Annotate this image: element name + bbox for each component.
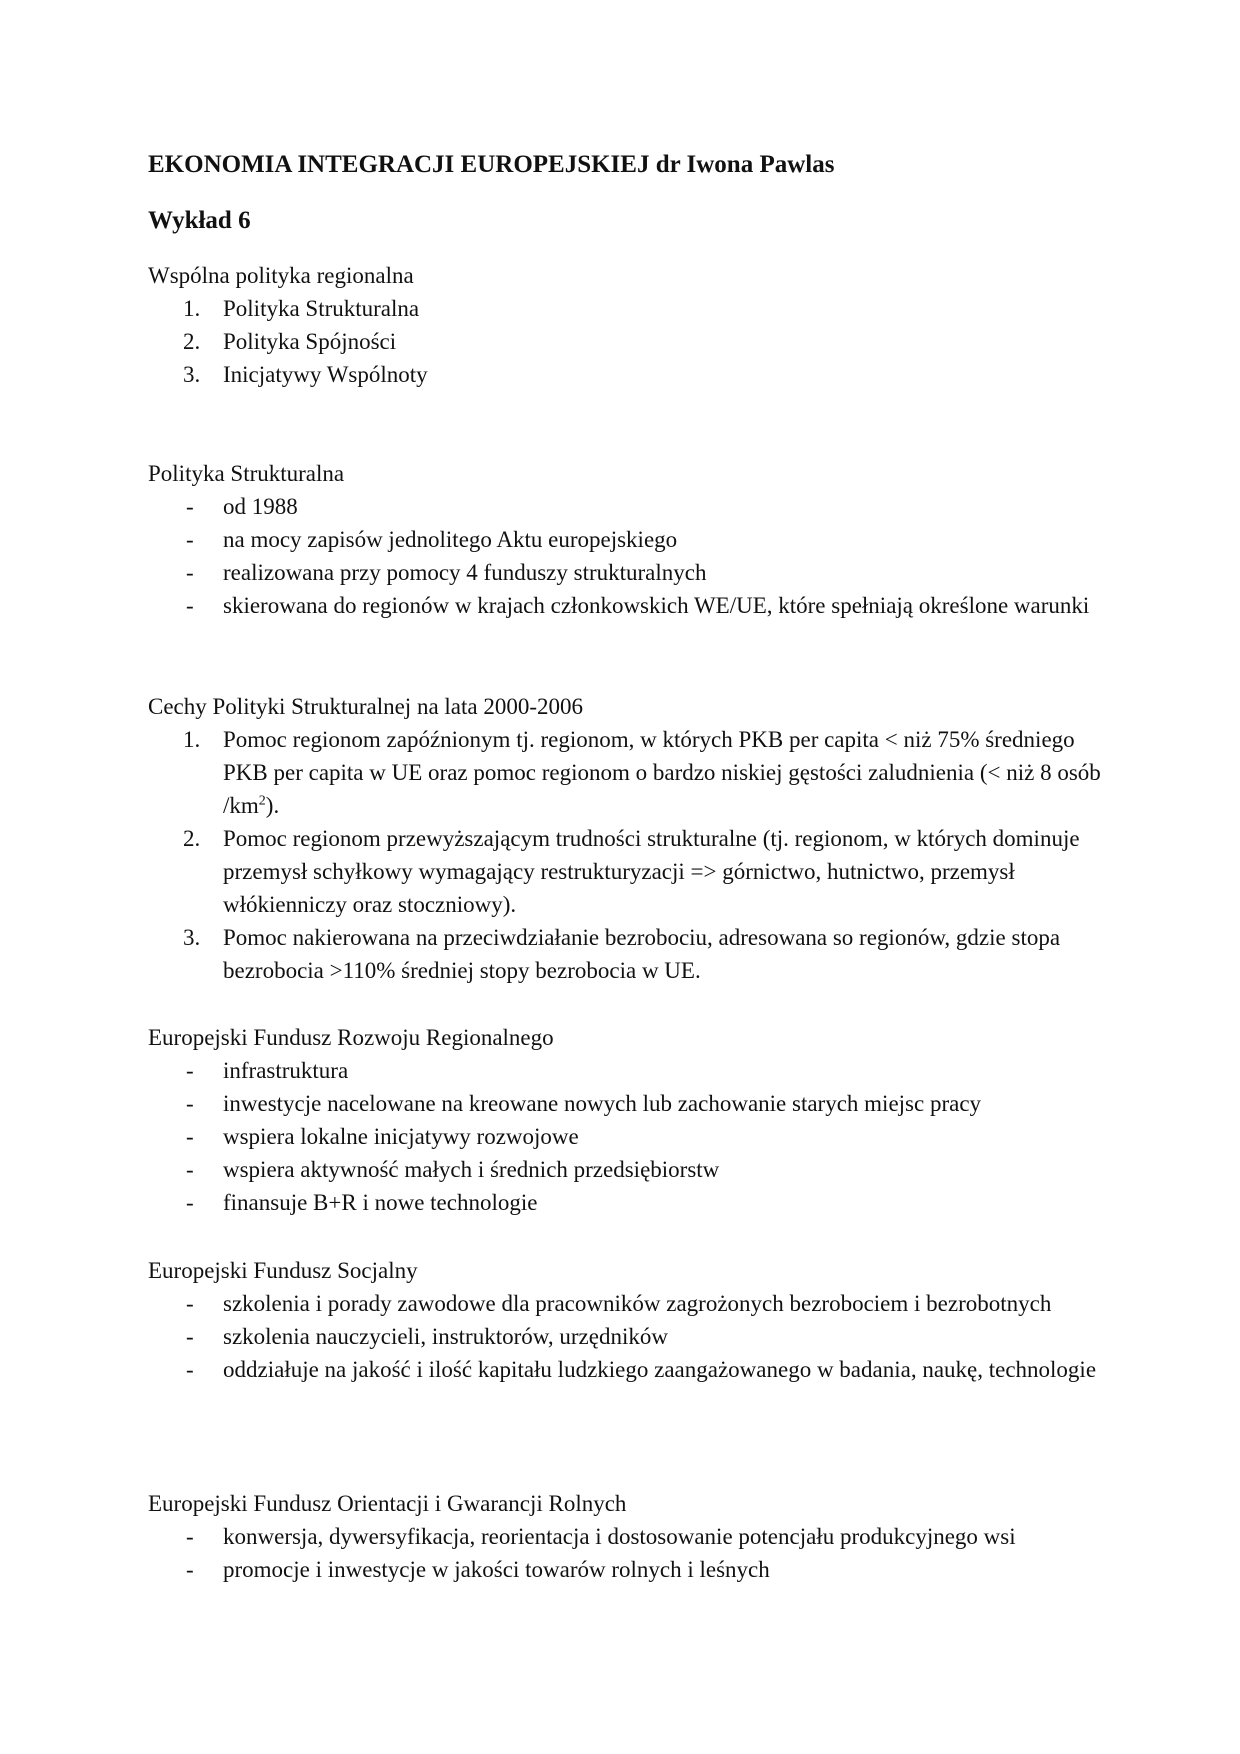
list-marker: 2. [183,329,201,354]
list-item-text: finansuje B+R i nowe technologie [223,1190,538,1215]
list-item-text: Polityka Spójności [223,329,397,354]
list-marker: 1. [183,296,201,321]
list-item [148,1287,1108,1320]
section-heading: Europejski Fundusz Orientacji i Gwarancji Rolnych [148,1491,627,1516]
section-structural-policy [148,457,1108,622]
superscript: 2 [258,793,266,809]
list-item [148,822,1108,921]
lecture-title: Wykład 6 [148,207,251,234]
list-item [148,723,1108,822]
list-item-text: realizowana przy pomocy 4 funduszy strukturalnych [223,560,707,585]
list-item [148,523,1108,556]
list-item-text: Polityka Strukturalna [223,296,420,321]
list-item [148,921,1108,987]
list-item-text: wspiera aktywność małych i średnich przedsiębiorstw [223,1157,720,1182]
list-item [148,292,1108,325]
section-heading: Europejski Fundusz Rozwoju Regionalnego [148,1025,554,1050]
list-item [148,1353,1108,1386]
list-item [148,1520,1108,1553]
list-marker: 2. [183,826,201,851]
list-item-text: konwersja, dywersyfikacja, reorientacja i dostosowanie potencjału produkcyjnego wsi [223,1524,1016,1549]
list-marker: - [186,1357,194,1382]
list-item [148,1054,1108,1087]
list-marker: - [186,527,194,552]
list-item [148,1120,1108,1153]
list-item-text: inwestycje nacelowane na kreowane nowych lub zachowanie starych miejsc pracy [223,1091,982,1116]
list-item-text: od 1988 [223,494,298,519]
list-marker: - [186,1291,194,1316]
list-marker: - [186,1091,194,1116]
list-item [148,1320,1108,1353]
section-efogr [148,1487,1108,1586]
list-marker: 3. [183,362,201,387]
list-marker: - [186,1058,194,1083]
list-marker: 3. [183,925,201,950]
document-title: EKONOMIA INTEGRACJI EUROPEJSKIEJ dr Iwona Pawlas [148,151,835,178]
list-item [148,490,1108,523]
list-marker: - [186,1190,194,1215]
list-item-text: szkolenia nauczycieli, instruktorów, urzędników [223,1324,668,1349]
list-item [148,325,1108,358]
list-item [148,556,1108,589]
list-item-text: Pomoc regionom zapóźnionym tj. regionom, w których PKB per capita < niż 75% średniego PKB per capita w UE oraz pomoc regionom o bardzo niskiej gęstości zaludnienia (< niż 8 osób /km [223,727,1101,818]
list-item-text-tail: ). [265,793,280,818]
list-item-text: Pomoc regionom przewyższającym trudności strukturalne (tj. regionom, w których dominuje przemysł schyłkowy wymagający restrukturyzacji => górnictwo, hutnictwo, przemysł włókienniczy oraz stoczniowy). [223,826,1080,917]
list-item-text: skierowana do regionów w krajach członkowskich WE/UE, które spełniają określone warunki [223,593,1090,618]
list-marker: - [186,560,194,585]
list-item [148,358,1108,391]
list-marker: - [186,1324,194,1349]
section-regional-policy [148,259,1108,391]
list-marker: - [186,1524,194,1549]
section-heading: Wspólna polityka regionalna [148,263,414,288]
list-item-text: oddziałuje na jakość i ilość kapitału ludzkiego zaangażowanego w badania, naukę, technologie [223,1357,1097,1382]
list-marker: - [186,1157,194,1182]
list-item-text: infrastruktura [223,1058,349,1083]
list-item [148,1087,1108,1120]
list-item [148,1186,1108,1219]
list-item [148,1553,1108,1586]
section-structural-features [148,690,1108,987]
list-item-text: Inicjatywy Wspólnoty [223,362,428,387]
section-efrr [148,1021,1108,1219]
list-item-text: wspiera lokalne inicjatywy rozwojowe [223,1124,579,1149]
list-item-text: Pomoc nakierowana na przeciwdziałanie bezrobociu, adresowana so regionów, gdzie stopa bezrobocia >110% średniej stopy bezrobocia w UE. [223,925,1061,983]
section-heading: Polityka Strukturalna [148,461,345,486]
list-marker: - [186,1124,194,1149]
list-marker: 1. [183,727,201,752]
list-item-text: na mocy zapisów jednolitego Aktu europejskiego [223,527,678,552]
list-marker: - [186,494,194,519]
list-item [148,1153,1108,1186]
section-efs [148,1254,1108,1386]
list-item-text: promocje i inwestycje w jakości towarów rolnych i leśnych [223,1557,770,1582]
list-item [148,589,1108,622]
list-item-text: szkolenia i porady zawodowe dla pracowników zagrożonych bezrobociem i bezrobotnych [223,1291,1052,1316]
section-heading: Cechy Polityki Strukturalnej na lata 2000-2006 [148,694,584,719]
list-marker: - [186,593,194,618]
list-marker: - [186,1557,194,1582]
section-heading: Europejski Fundusz Socjalny [148,1258,418,1283]
